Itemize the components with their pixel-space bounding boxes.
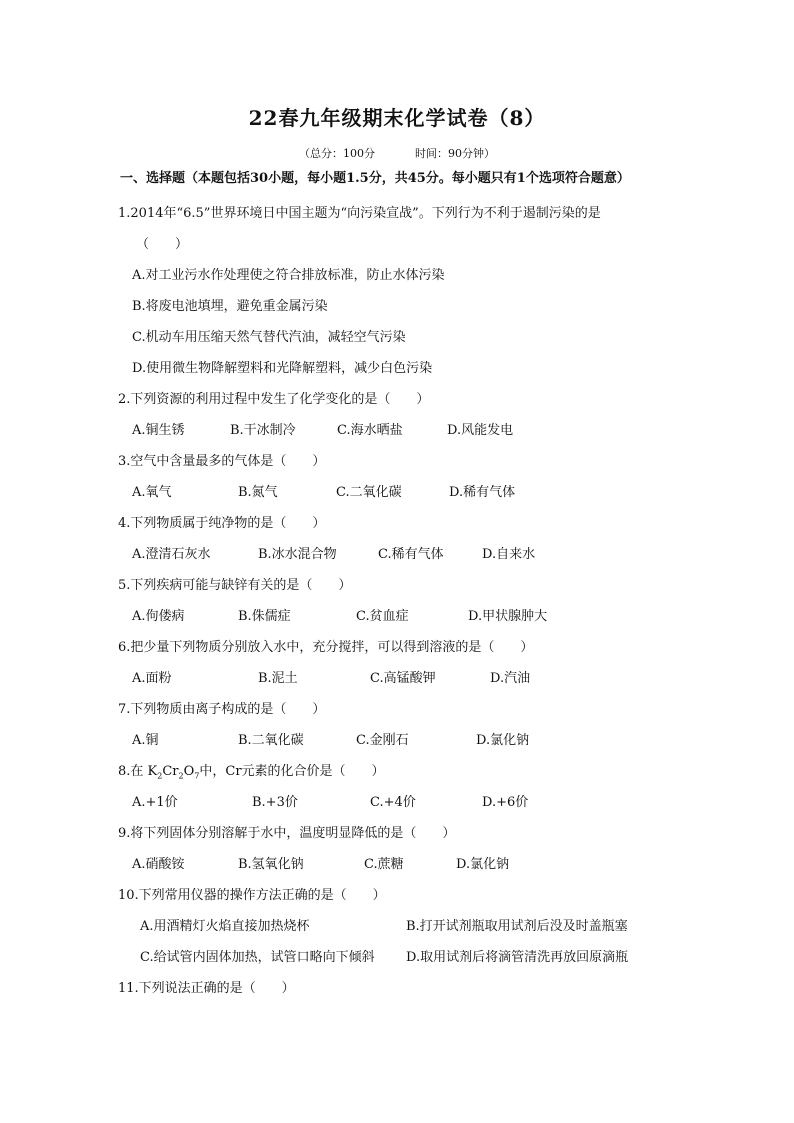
option-b: B.氮气 [238, 485, 278, 500]
question-stem: 7.下列物质由离子构成的是（ ） [118, 702, 326, 717]
option-d: D.自来水 [482, 547, 536, 562]
option-c: C.海水晒盐 [337, 423, 403, 438]
option-a: A.+1价 [132, 795, 178, 810]
option-row [0, 942, 794, 973]
option-c: C.蔗糖 [364, 857, 404, 872]
option-d: D.使用微生物降解塑料和光降解塑料，减少白色污染 [132, 361, 433, 376]
option-row [0, 477, 794, 508]
option-b: B.冰水混合物 [258, 547, 337, 562]
total-score: （总分：100分 [299, 147, 375, 160]
option-b: B.侏儒症 [238, 609, 291, 624]
option-row [0, 291, 794, 322]
option-row [0, 601, 794, 632]
option-d: D.汽油 [490, 671, 531, 686]
option-d: D.稀有气体 [449, 485, 516, 500]
option-d: D.风能发电 [447, 423, 514, 438]
question-stem: 5.下列疾病可能与缺锌有关的是（ ） [118, 578, 352, 593]
option-c: C.金刚石 [356, 733, 409, 748]
option-a: A.硝酸铵 [132, 857, 185, 872]
option-row [0, 322, 794, 353]
option-d: D.氯化钠 [476, 733, 530, 748]
option-row [0, 787, 794, 818]
option-row [0, 260, 794, 291]
option-b: B.将废电池填埋，避免重金属污染 [132, 299, 328, 314]
question-stem: 10.下列常用仪器的操作方法正确的是（ ） [118, 888, 386, 903]
question-stem: 6.把少量下列物质分别放入水中，充分搅拌，可以得到溶液的是（ ） [118, 640, 534, 655]
exam-meta [0, 146, 794, 162]
option-row [0, 911, 794, 942]
question-stem: 2.下列资源的利用过程中发生了化学变化的是（ ） [118, 392, 430, 407]
option-c: C.+4价 [370, 795, 416, 810]
option-d: D.甲状腺肿大 [468, 609, 548, 624]
question-stem: 4.下列物质属于纯净物的是（ ） [118, 516, 326, 531]
option-c: C.二氧化碳 [336, 485, 402, 500]
option-d: D.取用试剂后将滴管清洗再放回原滴瓶 [406, 950, 629, 965]
option-a: A.对工业污水作处理使之符合排放标准，防止水体污染 [132, 268, 445, 283]
option-a: A.氧气 [132, 485, 172, 500]
option-b: B.二氧化碳 [238, 733, 304, 748]
time-limit: 时间：90分钟） [415, 147, 495, 160]
section-heading-choice: 一、选择题（本题包括30小题，每小题1.5分，共45分。每小题只有1个选项符合题意） [120, 171, 630, 186]
option-d: D.+6价 [482, 795, 529, 810]
option-c: C.高锰酸钾 [370, 671, 436, 686]
option-row [0, 849, 794, 880]
option-b: B.+3价 [252, 795, 298, 810]
option-a: A.用酒精灯火焰直接加热烧杯 [140, 919, 310, 934]
option-c: C.给试管内固体加热，试管口略向下倾斜 [140, 950, 375, 965]
question-stem: 9.将下列固体分别溶解于水中，温度明显降低的是（ ） [118, 826, 456, 841]
question-list [0, 198, 794, 1004]
option-a: A.铜生锈 [132, 423, 185, 438]
option-row [0, 725, 794, 756]
option-d: D.氯化钠 [456, 857, 510, 872]
option-a: A.铜 [132, 733, 159, 748]
option-b: B.氢氧化钠 [238, 857, 304, 872]
option-row [0, 539, 794, 570]
option-row [0, 663, 794, 694]
answer-paren: （ ） [136, 237, 189, 252]
option-c: C.贫血症 [356, 609, 409, 624]
question-stem: 11.下列说法正确的是（ ） [118, 981, 295, 996]
option-b: B.泥土 [258, 671, 298, 686]
option-a: A.佝偻病 [132, 609, 185, 624]
option-c: C.稀有气体 [378, 547, 444, 562]
question-stem: 3.空气中含量最多的气体是（ ） [118, 454, 326, 469]
question-stem: 1.2014年“6.5”世界环境日中国主题为“向污染宣战”。下列行为不利于遏制污染的是 [118, 206, 601, 221]
option-a: A.面粉 [132, 671, 172, 686]
exam-title: 22春九年级期末化学试卷（8） [248, 106, 546, 130]
option-c: C.机动车用压缩天然气替代汽油，减轻空气污染 [132, 330, 406, 345]
option-a: A.澄清石灰水 [132, 547, 211, 562]
option-row [0, 415, 794, 446]
question-stem: 8.在 $K_2Cr_2O_7$中，Cr元素的化合价是（ ） [118, 764, 385, 781]
option-b: B.打开试剂瓶取用试剂后没及时盖瓶塞 [406, 919, 628, 934]
option-b: B.干冰制冷 [230, 423, 296, 438]
option-row [0, 353, 794, 384]
